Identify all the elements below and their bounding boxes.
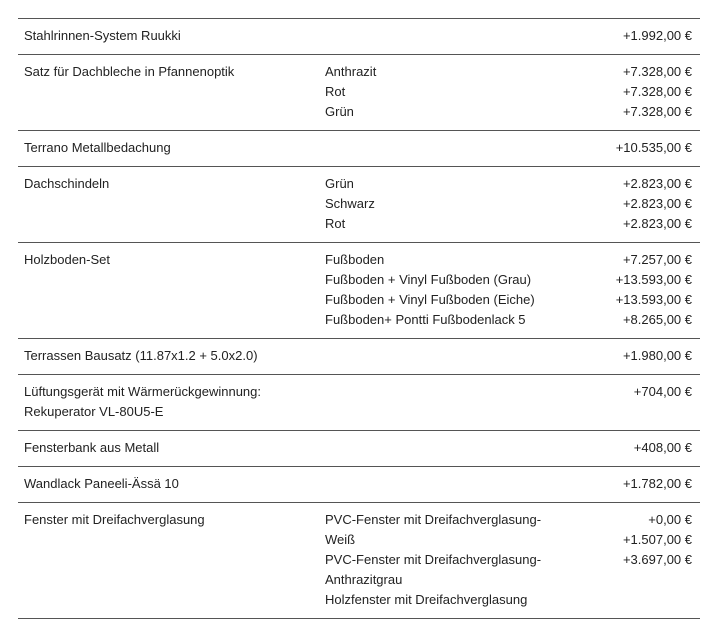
product-price (575, 438, 700, 458)
product-price-line: +7.328,00 € (622, 64, 692, 79)
product-name-line: Lüftungsgerät mit Wärmerückgewinnung: (24, 384, 262, 399)
product-price (575, 346, 700, 366)
product-name (18, 438, 325, 458)
product-price (575, 62, 700, 122)
product-price-line: +0,00 € (648, 512, 692, 527)
product-option-line: Grün (325, 104, 354, 119)
product-name-line: Holzboden-Set (24, 252, 110, 267)
product-name (18, 250, 325, 270)
product-name-line: Satz für Dachbleche in Pfannenoptik (24, 64, 235, 79)
product-price (575, 382, 700, 402)
product-name-line: Stahlrinnen-System Ruukki (24, 28, 181, 43)
product-price-line: +2.823,00 € (622, 216, 692, 231)
table-row (18, 339, 700, 375)
product-price (575, 250, 700, 330)
product-option (325, 62, 575, 122)
product-option (325, 174, 575, 234)
product-name-line: Terrano Metallbedachung (24, 140, 171, 155)
product-price-line: +2.823,00 € (622, 176, 692, 191)
product-name (18, 174, 325, 194)
product-price-line: +3.697,00 € (622, 552, 692, 567)
product-price (575, 26, 700, 46)
product-price-line: +10.535,00 € (615, 140, 692, 155)
product-price-line: +13.593,00 € (615, 292, 692, 307)
product-option-line: PVC-Fenster mit Dreifachverglasung- (325, 552, 542, 567)
product-name (18, 382, 325, 422)
table-row (18, 19, 700, 55)
product-option-line: Schwarz (325, 196, 375, 211)
product-name (18, 26, 325, 46)
product-price-line: +1.782,00 € (622, 476, 692, 491)
product-price (575, 138, 700, 158)
product-price (575, 510, 700, 570)
product-price (575, 174, 700, 234)
product-option (325, 510, 575, 610)
product-price-line: +1.980,00 € (622, 348, 692, 363)
product-name (18, 474, 325, 494)
product-option-line: Fußboden + Vinyl Fußboden (Grau) (325, 272, 532, 287)
product-option-line: Anthrazitgrau (325, 572, 403, 587)
product-option-line: Weiß (325, 532, 356, 547)
product-option-line: Fußboden (325, 252, 385, 267)
product-option-line: Anthrazit (325, 64, 377, 79)
product-name (18, 138, 325, 158)
product-price-line: +1.507,00 € (622, 532, 692, 547)
product-price-line: +704,00 € (633, 384, 692, 399)
product-option-line: Rot (325, 216, 346, 231)
table-row (18, 375, 700, 431)
product-price-line: +2.823,00 € (622, 196, 692, 211)
product-name-line: Dachschindeln (24, 176, 110, 191)
product-option-line: Fußboden + Vinyl Fußboden (Eiche) (325, 292, 535, 307)
product-option-line: Holzfenster mit Dreifachverglasung (325, 592, 528, 607)
product-name (18, 346, 325, 366)
product-price-line: +7.328,00 € (622, 104, 692, 119)
table-row (18, 431, 700, 467)
table-row (18, 243, 700, 339)
product-price-line: +8.265,00 € (622, 312, 692, 327)
product-price-line: +408,00 € (633, 440, 692, 455)
table-row (18, 55, 700, 131)
product-option-line: PVC-Fenster mit Dreifachverglasung- (325, 512, 542, 527)
product-option-line: Fußboden+ Pontti Fußbodenlack 5 (325, 312, 526, 327)
product-name-line: Fenster mit Dreifachverglasung (24, 512, 205, 527)
product-name-line: Wandlack Paneeli-Ässä 10 (24, 476, 179, 491)
table-row (18, 131, 700, 167)
product-price (575, 474, 700, 494)
product-name-line: Terrassen Bausatz (11.87x1.2 + 5.0x2.0) (24, 348, 258, 363)
product-price-line: +13.593,00 € (615, 272, 692, 287)
product-option (325, 250, 575, 330)
product-option-line: Rot (325, 84, 346, 99)
price-table (18, 18, 700, 619)
product-price-line: +1.992,00 € (622, 28, 692, 43)
product-name-line: Rekuperator VL-80U5-E (24, 404, 164, 419)
product-name (18, 62, 325, 82)
product-name-line: Fensterbank aus Metall (24, 440, 160, 455)
product-price-line: +7.328,00 € (622, 84, 692, 99)
product-name (18, 510, 325, 530)
product-option-line: Grün (325, 176, 354, 191)
table-row (18, 467, 700, 503)
product-price-line: +7.257,00 € (622, 252, 692, 267)
table-row (18, 167, 700, 243)
